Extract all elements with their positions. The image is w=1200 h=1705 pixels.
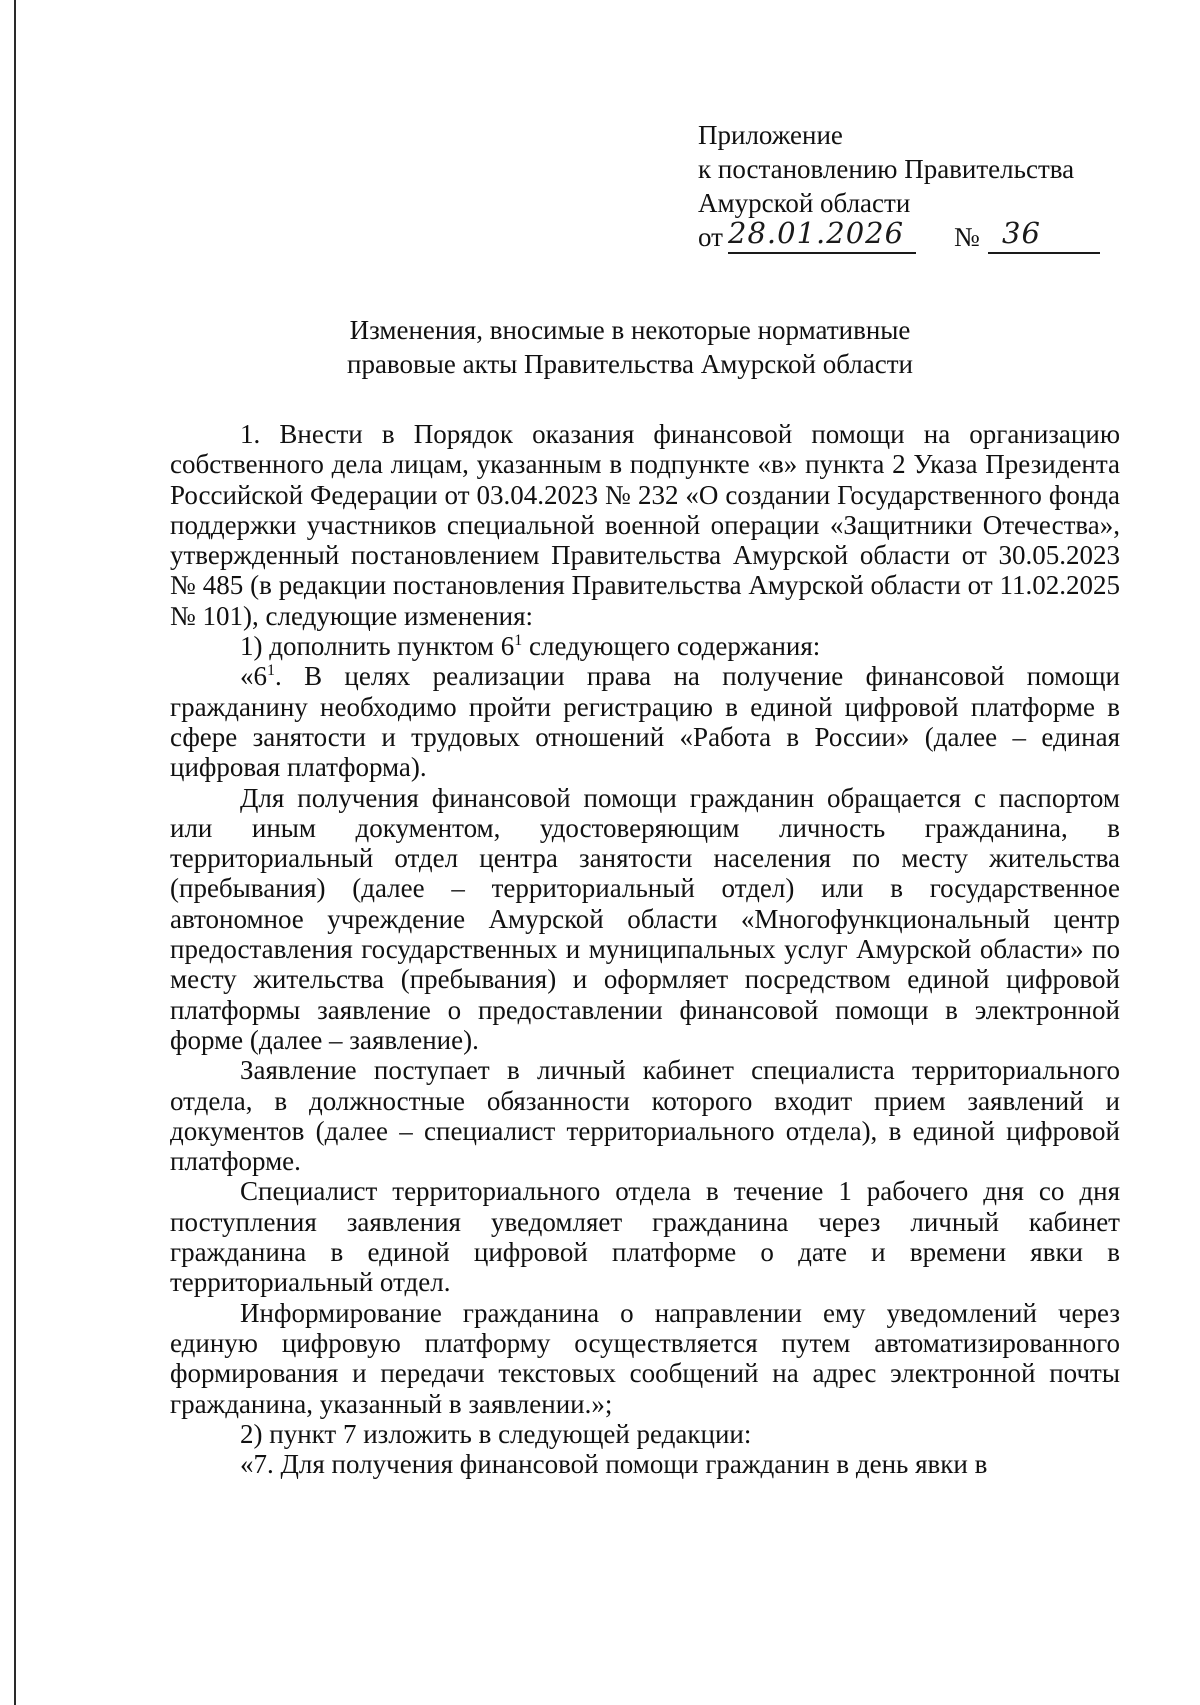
appendix-line-1: Приложение <box>698 120 843 150</box>
paragraph-5: Заявление поступает в личный кабинет специалиста территориального отдела, в должностные обязанности которого входит прием заявлений и документов (далее – специалист территориального отдела), в единой цифровой платформе. <box>170 1055 1120 1177</box>
paragraph-7: Информирование гражданина о направлении ему уведомлений через единую цифровую платформу осуществляется путем автоматизированного формирования и передачи текстовых сообщений на адрес электронной почты гражданина, указанный в заявлении.»; <box>170 1297 1120 1419</box>
paragraph-4: Для получения финансовой помощи гражданин обращается с паспортом или иным документом, удостоверяющим личность гражданина, в территориальный отдел центра занятости населения по месту жительства (пребывания) (далее – территориальный отдел) или в государственное автономное учреждение Амурской области «Многофункциональный центр предоставления государственных и муниципальных услуг Амурской области» по месту жительства (пребывания) и оформляет посредством единой цифровой платформы заявление о предоставлении финансовой помощи в электронной форме (далее – заявление). <box>170 782 1120 1055</box>
appendix-line-2: к постановлению Правительства <box>698 154 1075 184</box>
handwritten-date: 28.01.2026 <box>728 216 905 250</box>
paragraph-2-text-a: 1) дополнить пунктом 6 <box>240 631 515 662</box>
appendix-block <box>698 118 1168 258</box>
paragraph-3-text-a: «6 <box>240 661 267 692</box>
date-number-line <box>698 216 1168 258</box>
document-title <box>200 313 1060 381</box>
date-underline <box>728 252 916 254</box>
paragraph-3-superscript: 1 <box>267 662 275 680</box>
paragraph-3-text-b: . В целях реализации права на получение финансовой помощи гражданину необходимо пройти регистрацию в единой цифровой платформе в сфере занятости и трудовых отношений «Работа в России» (далее – единая цифровая платформа). <box>170 661 1120 783</box>
number-prefix: № <box>954 222 980 252</box>
paragraph-2 <box>170 631 1120 661</box>
paragraph-9: «7. Для получения финансовой помощи гражданин в день явки в <box>240 1449 988 1480</box>
paragraph-1: 1. Внести в Порядок оказания финансовой помощи на организацию собственного дела лицам, указанным в подпункте «в» пункта 2 Указа Президента Российской Федерации от 03.04.2023 № 232 «О создании Государственного фонда поддержки участников специальной военной операции «Защитники Отечества», утвержденный постановлением Правительства Амурской области от 30.05.2023 № 485 (в редакции постановления Правительства Амурской области от 11.02.2025 № 101), следующие изменения: <box>170 419 1120 631</box>
date-prefix: от <box>698 222 723 252</box>
title-line-1: Изменения, вносимые в некоторые нормативные <box>349 315 911 345</box>
appendix-line-3: Амурской области <box>698 188 911 218</box>
title-line-2: правовые акты Правительства Амурской области <box>347 349 913 379</box>
paragraph-2-text-b: следующего содержания: <box>522 631 821 662</box>
number-underline <box>988 252 1100 254</box>
paragraph-8: 2) пункт 7 изложить в следующей редакции: <box>240 1418 752 1449</box>
paragraph-2-superscript: 1 <box>514 632 523 650</box>
scan-edge-line <box>14 0 16 1705</box>
document-body <box>170 419 1120 1479</box>
handwritten-number: 36 <box>1002 216 1041 250</box>
paragraph-3 <box>170 661 1120 782</box>
paragraph-6: Специалист территориального отдела в течение 1 рабочего дня со дня поступления заявления уведомляет гражданина через личный кабинет гражданина в единой цифровой платформе о дате и времени явки в территориальный отдел. <box>170 1176 1120 1298</box>
